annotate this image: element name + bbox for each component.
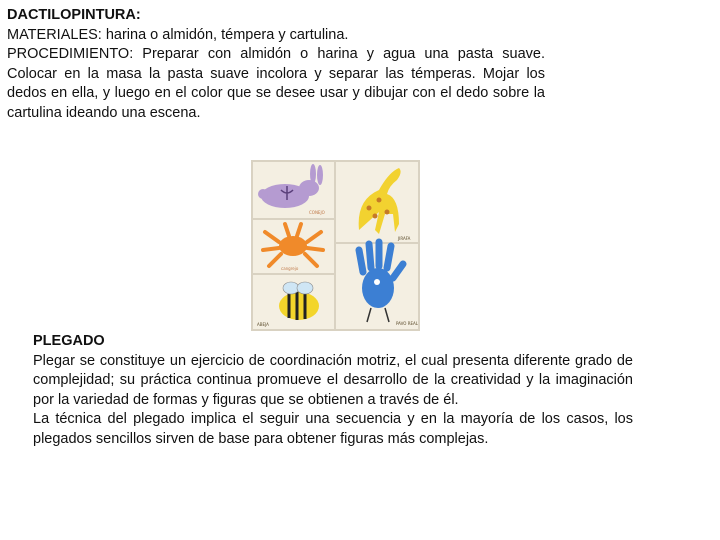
svg-text:cangrejo: cangrejo <box>281 266 299 271</box>
section-title: DACTILOPINTURA: <box>7 7 141 23</box>
collage-image <box>251 160 420 331</box>
plegado-section <box>33 332 633 450</box>
rabbit-painting <box>253 162 334 218</box>
section-title: PLEGADO <box>33 333 105 349</box>
handprint-bird-painting <box>336 242 419 329</box>
svg-text:JIRAFA: JIRAFA <box>398 236 411 241</box>
svg-text:ABEJA: ABEJA <box>257 322 269 327</box>
handprint-crab-painting <box>253 220 334 273</box>
plegado-paragraph-1: Plegar se constituye un ejercicio de coordinación motriz, el cual presenta diferente grado de complejidad; su práctica continua promueve el desarrollo de la creatividad y la imaginación por la variedad de formas y figuras que se obtienen a través de él. <box>33 352 633 408</box>
svg-text:PAVO REAL: PAVO REAL <box>396 321 418 326</box>
plegado-paragraph-2: La técnica del plegado implica el seguir una secuencia y en la mayoría de los casos, los plegados sencillos sirven de base para obtener figuras más complejas. <box>33 411 633 447</box>
procedure-text: PROCEDIMIENTO: Preparar con almidón o harina y agua una pasta suave. Colocar en la masa la pasta suave incolora y separar las témperas. Mojar los dedos en ella, y luego en el color que se desee usar y dibujar con el dedo sobre la cartulina ideando una escena. <box>7 46 545 121</box>
bee-painting <box>253 275 334 329</box>
dactilopintura-section <box>7 6 545 124</box>
materials-text: MATERIALES: harina o almidón, témpera y cartulina. <box>7 26 349 43</box>
finger-painting-collage <box>251 160 420 331</box>
svg-text:CONEJO: CONEJO <box>309 210 325 215</box>
giraffe-painting <box>336 162 418 242</box>
